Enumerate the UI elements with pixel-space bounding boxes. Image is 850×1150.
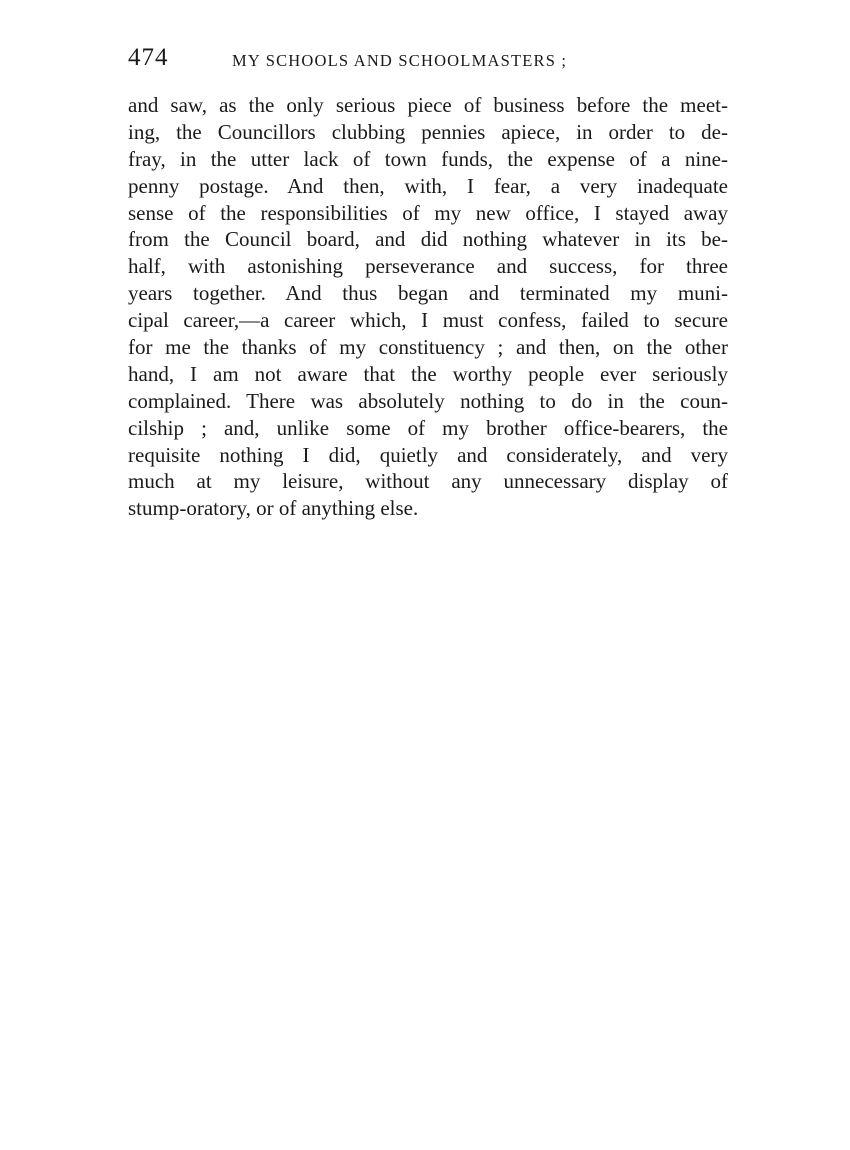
- running-head: [128, 40, 728, 80]
- page-number: 474: [128, 44, 169, 71]
- body-paragraph: [128, 92, 728, 522]
- text-line: half, with astonishing perseverance and success, for three: [128, 254, 728, 279]
- text-line: sense of the responsibilities of my new office, I stayed away: [128, 200, 728, 225]
- text-line: complained. There was absolutely nothing to do in the coun-: [128, 388, 728, 413]
- text-line: for me the thanks of my constituency ; and then, on the other: [128, 335, 728, 360]
- text-line: ing, the Councillors clubbing pennies apiece, in order to de-: [128, 119, 728, 144]
- text-line: much at my leisure, without any unnecessary display of: [128, 469, 728, 494]
- text-line: and saw, as the only serious piece of business before the meet-: [128, 93, 728, 117]
- text-line: requisite nothing I did, quietly and considerately, and very: [128, 442, 728, 467]
- text-line: from the Council board, and did nothing whatever in its be-: [128, 227, 728, 252]
- text-line: stump-oratory, or of anything else.: [128, 496, 419, 521]
- text-line: years together. And thus began and terminated my muni-: [128, 281, 728, 306]
- text-line: fray, in the utter lack of town funds, the expense of a nine-: [128, 146, 728, 171]
- text-line: cilship ; and, unlike some of my brother office-bearers, the: [128, 415, 728, 440]
- text-line: penny postage. And then, with, I fear, a very inadequate: [128, 173, 728, 198]
- running-title: MY SCHOOLS AND SCHOOLMASTERS ;: [232, 51, 568, 70]
- text-line: cipal career,—a career which, I must confess, failed to secure: [128, 308, 728, 333]
- text-line: hand, I am not aware that the worthy people ever seriously: [128, 361, 728, 386]
